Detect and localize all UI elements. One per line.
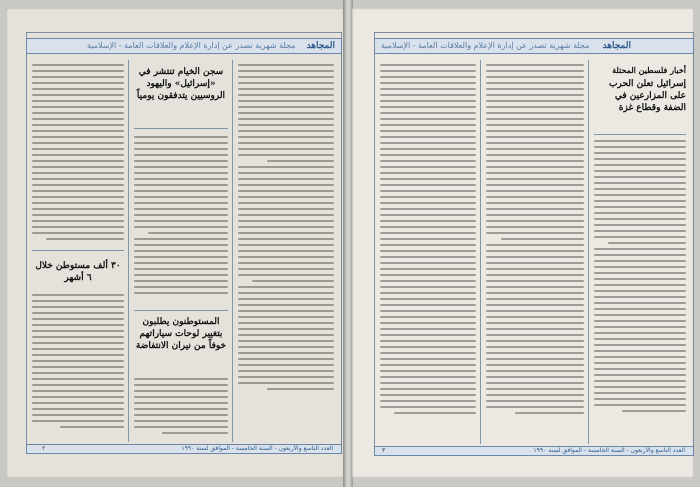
right-page-footer (374, 446, 694, 456)
left-page-header (26, 38, 342, 54)
right-page (352, 8, 694, 478)
divider (594, 134, 686, 135)
left-headline-2: المستوطنون يطلبون بتغيير لوحات سياراتهم خوفاً من نيران الانتفاضة (135, 317, 227, 351)
left-header-tagline: مجلة شهرية تصدر عن إدارة الإعلام والعلاقات العامة - الإسلامية (87, 41, 296, 50)
right-article-column (590, 60, 690, 444)
column-rule (480, 60, 481, 444)
column-rule (128, 60, 129, 442)
left-headline-3: ٣٠ ألف مستوطن خلال ٦ أشهر (35, 261, 121, 283)
right-footer-text: العدد التاسع والأربعون - السنة الخامسة - الموافق لسنة ١٩٩٠ (533, 447, 685, 454)
right-masthead: المجاهد (602, 41, 631, 51)
left-footer-text: العدد التاسع والأربعون - السنة الخامسة - الموافق لسنة ١٩٩٠ (181, 445, 333, 452)
left-page-footer (26, 444, 342, 454)
left-article-column (28, 60, 128, 442)
right-page-header (374, 38, 694, 54)
right-article-column (482, 60, 588, 444)
left-headline-1: سجن الخيام تنتشر في «إسرائيل» واليهود الروسيين يتدفقون يومياً (136, 67, 226, 101)
left-article-column (130, 60, 232, 442)
column-rule (232, 60, 233, 442)
right-header-tagline: مجلة شهرية تصدر عن إدارة الإعلام والعلاقات العامة - الإسلامية (381, 41, 590, 50)
right-headline-2: إسرائيل تعلن الحرب على المزارعين في الضفة وقطاع غزة (609, 79, 686, 113)
left-page (6, 8, 344, 478)
divider (32, 250, 124, 251)
left-page-number: ٢ (42, 445, 46, 452)
divider (134, 128, 228, 129)
right-headline-1: أخبار فلسطين المحتلة (612, 65, 686, 75)
left-article-column (234, 60, 338, 442)
right-article-column (376, 60, 480, 444)
column-rule (588, 60, 589, 444)
left-masthead: المجاهد (306, 41, 335, 51)
divider (134, 310, 228, 311)
right-page-number: ٣ (382, 447, 386, 454)
